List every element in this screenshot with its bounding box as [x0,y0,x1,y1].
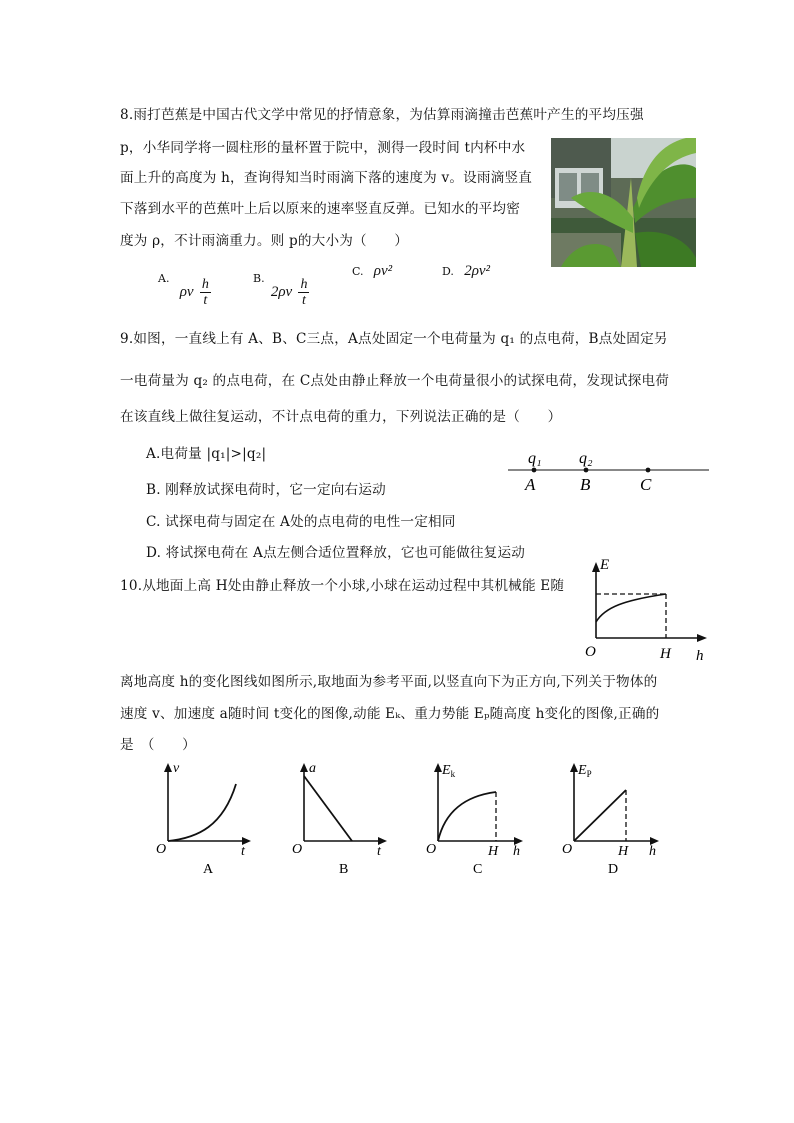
q9-option-c: C. 试探电荷与固定在 A处的点电荷的电性一定相同 [146,514,456,530]
energy-curve [596,594,666,622]
graph-c-y-label: $E_k$ [442,763,456,779]
graph-a-origin: O [156,842,167,857]
q10-main-graph [580,552,710,664]
charge-q1-label: q₁ [528,450,542,467]
q8-option-b-den: t [302,293,306,308]
graph-b-caption: B [339,862,349,876]
q10-line3: 速度 v、加速度 a随时间 t变化的图像,动能 Eₖ、重力势能 Eₚ随高度 h变化的图像,正确的 [120,706,660,722]
q8-option-b-key: B. [253,272,265,285]
q8-line2: p，小华同学将一圆柱形的量杯置于院中，测得一段时间 t内杯中水 [120,140,526,156]
q9-line3: 在该直线上做往复运动，不计点电荷的重力，下列说法正确的是（ ） [120,409,562,425]
q9-option-a: A.电荷量 |q₁|>|q₂| [146,446,267,462]
point-b-dot [584,468,589,473]
graph-c-curve [438,792,496,841]
q8-option-a-num: h [201,277,209,292]
banana-tree-photo [551,138,696,267]
graph-d-origin: O [562,842,573,857]
graph-d-x-label: h [649,844,656,859]
q8-option-b-num: h [300,277,308,292]
graph-c-caption: C [473,862,483,876]
charge-q2-label: q₂ [579,450,593,467]
q8-line4: 下落到水平的芭蕉叶上后以原来的速率竖直反弹。已知水的平均密 [120,201,521,217]
q10-line4: 是 （ ） [120,737,196,753]
q8-line5: 度为 ρ，不计雨滴重力。则 p的大小为（ ） [120,233,409,249]
q8-option-c [352,263,392,280]
q10-line1: 10.从地面上高 H处由静止释放一个小球,小球在运动过程中其机械能 E随 [120,578,565,594]
graph-a-x-label: t [241,844,245,859]
main-graph-h-mark: H [660,646,671,662]
q8-line3: 面上升的高度为 h，查询得知当时雨滴下落的速度为 v。设雨滴竖直 [120,170,533,186]
q9-option-b: B. 刚释放试探电荷时，它一定向右运动 [146,482,386,498]
q9-line2: 一电荷量为 q₂ 的点电荷，在 C点处由静止释放一个电荷量很小的试探电荷，发现试探电荷 [120,373,670,389]
q8-option-a-den: t [203,293,208,308]
q8-option-d [442,263,490,280]
q8-line1: 8.雨打芭蕉是中国古代文学中常见的抒情意象，为估算雨滴撞击芭蕉叶产生的平均压强 [120,107,644,123]
graph-b-y-label: a [309,761,316,776]
graph-d [556,756,666,876]
q8-option-a-pre: ρv [179,284,194,300]
q8-option-b-fraction [298,277,309,308]
graph-b [284,756,394,876]
point-a-label: A [525,475,536,494]
graph-a [148,756,258,876]
q8-option-c-key: C. [352,265,364,278]
graph-a-y-label: v [173,761,180,776]
graph-b-x-label: t [377,844,381,859]
point-b-label: B [580,475,591,494]
q8-option-a-key: A. [158,272,170,285]
graph-d-y-label: $E_P$ [578,763,592,779]
graph-c-h-mark: H [488,844,499,859]
q8-option-a-fraction [200,277,211,308]
graph-d-h-mark: H [618,844,629,859]
q8-option-c-expr: ρv² [373,263,393,279]
q8-option-d-key: D. [442,265,454,278]
q8-option-b [253,263,311,308]
graph-d-caption: D [608,862,619,876]
graph-c-x-label: h [513,844,520,859]
q9-option-d: D. 将试探电荷在 A点左侧合适位置释放，它也可能做往复运动 [146,545,526,561]
graph-c-origin: O [426,842,437,857]
point-a-dot [532,468,537,473]
q9-line-figure [500,440,715,496]
q8-option-b-pre: 2ρv [270,284,293,300]
q10-line2: 离地高度 h的变化图线如图所示,取地面为参考平面,以竖直向下为正方向,下列关于物体的 [120,674,658,690]
main-graph-origin-label: O [585,644,596,660]
q9-line1: 9.如图，一直线上有 A、B、C三点，A点处固定一个电荷量为 q₁ 的点电荷，B点处固定另 [120,331,668,347]
q8-option-a [158,263,213,308]
graph-d-line [574,790,626,841]
graph-c [420,756,530,876]
graph-b-origin: O [292,842,303,857]
point-c-label: C [640,475,652,494]
main-graph-y-label: E [600,557,610,573]
main-graph-x-label: h [696,648,704,664]
point-c-dot [646,468,651,473]
q8-option-d-expr: 2ρv² [464,263,491,279]
graph-a-curve [168,784,236,841]
graph-b-line [304,776,352,841]
graph-a-caption: A [203,862,214,876]
